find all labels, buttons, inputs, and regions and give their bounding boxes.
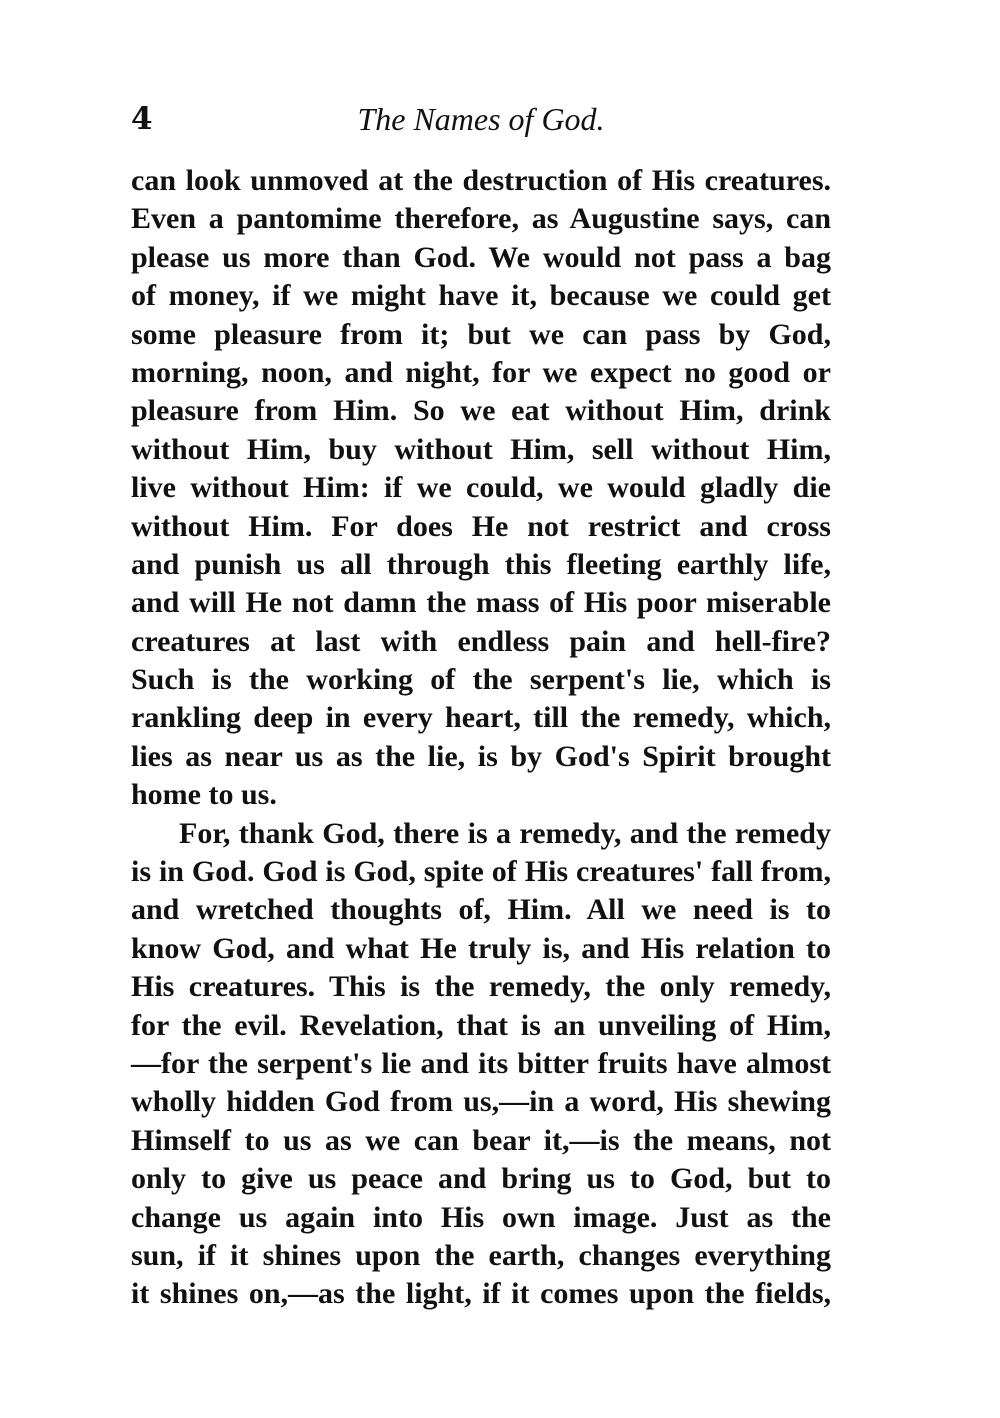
text-line: pleasure from Him. So we eat without Him, drink (131, 394, 831, 428)
text-line: wholly hidden God from us,—in a word, His shewing (131, 1085, 831, 1119)
body-text (131, 162, 831, 1314)
text-line: For, thank God, there is a remedy, and the remedy (179, 816, 831, 850)
text-line: without Him. For does He not restrict and cross (131, 509, 831, 543)
page-number: 4 (131, 101, 153, 137)
text-line: sun, if it shines upon the earth, changes everything (131, 1238, 831, 1272)
text-line: morning, noon, and night, for we expect no good or (131, 355, 831, 389)
running-title: The Names of God. (357, 101, 605, 137)
text-line: rankling deep in every heart, till the remedy, which, (131, 701, 831, 735)
page-header (131, 97, 831, 141)
text-line: His creatures. This is the remedy, the only remedy, (131, 970, 831, 1004)
text-line: and wretched thoughts of, Him. All we need is to (131, 893, 831, 927)
text-line: can look unmoved at the destruction of His creatures. (131, 164, 831, 197)
text-line: and will He not damn the mass of His poor miserable (131, 586, 831, 620)
text-line: without Him, buy without Him, sell without Him, (131, 432, 831, 466)
text-line: Even a pantomime therefore, as Augustine says, can (131, 202, 831, 236)
text-line: Such is the working of the serpent's lie, which is (131, 663, 831, 697)
text-line: —for the serpent's lie and its bitter fruits have almost (131, 1046, 831, 1080)
paragraph-2 (131, 815, 831, 1314)
text-line: change us again into His own image. Just as the (131, 1200, 831, 1234)
text-line: of money, if we might have it, because we could get (131, 279, 831, 313)
text-line: know God, and what He truly is, and His relation to (131, 931, 831, 965)
text-line: and punish us all through this fleeting earthly life, (131, 547, 831, 581)
text-line: it shines on,—as the light, if it comes upon the fields, (131, 1277, 831, 1311)
paragraph-1 (131, 162, 831, 815)
text-line: creatures at last with endless pain and hell-fire? (131, 624, 831, 658)
text-line: for the evil. Revelation, that is an unveiling of Him, (131, 1008, 831, 1042)
text-line: is in God. God is God, spite of His creatures' fall from, (131, 855, 831, 889)
text-line: Himself to us as we can bear it,—is the means, not (131, 1123, 831, 1157)
text-line: lies as near us as the lie, is by God's Spirit brought (131, 739, 831, 773)
text-line: please us more than God. We would not pass a bag (131, 240, 831, 274)
text-line: home to us. (131, 778, 277, 812)
text-line: only to give us peace and bring us to God, but to (131, 1162, 831, 1196)
text-line: live without Him: if we could, we would gladly die (131, 471, 831, 505)
text-line: some pleasure from it; but we can pass by God, (131, 317, 831, 351)
